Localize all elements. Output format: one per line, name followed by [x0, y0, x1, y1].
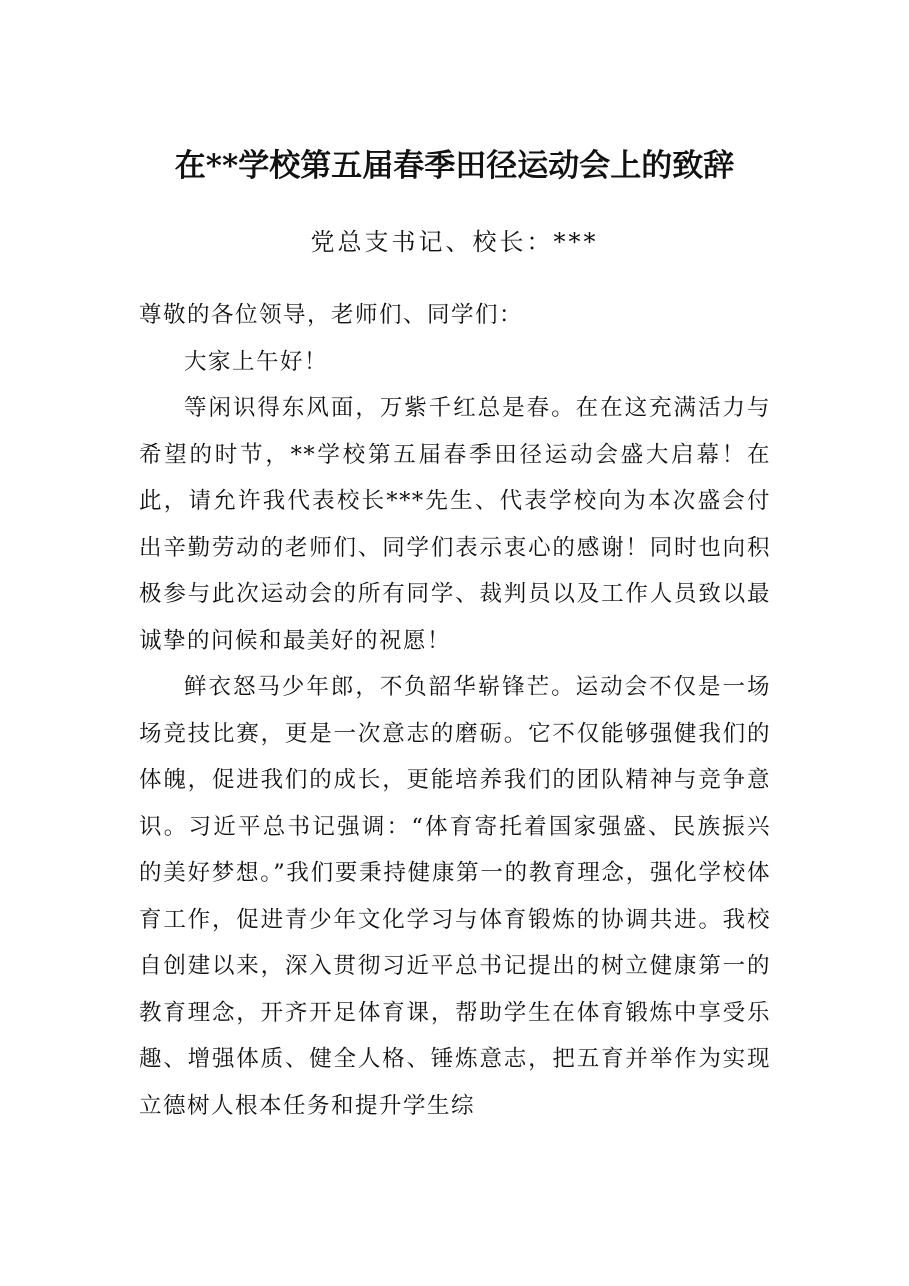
paragraph-greeting: 大家上午好！	[184, 348, 329, 375]
document-body	[139, 292, 771, 1129]
paragraph-opening: 等闲识得东风面，万紫千红总是春。在在这充满活力与希望的时节，**学校第五届春季田径运动会盛大启幕！在此，请允许我代表校长***先生、代表学校向为本次盛会付出辛勤劳动的老师们、同学们表示衷心的感谢！同时也向积极参与此次运动会的所有同学、裁判员以及工作人员致以最诚挚的问候和最美好的祝愿！	[139, 395, 771, 654]
salutation: 尊敬的各位领导，老师们、同学们：	[139, 302, 524, 328]
document-title: 在**学校第五届春季田径运动会上的致辞	[174, 148, 735, 184]
document-subtitle: 党总支书记、校长：***	[310, 228, 599, 256]
paragraph-significance: 鲜衣怒马少年郎，不负韶华崭锋芒。运动会不仅是一场场竞技比赛，更是一次意志的磨砺。它不仅能够强健我们的体魄，促进我们的成长，更能培养我们的团队精神与竞争意识。习近平总书记强调：“体育寄托着国家强盛、民族振兴的美好梦想。”我们要秉持健康第一的教育理念，强化学校体育工作，促进青少年文化学习与体育锻炼的协调共进。我校自创建以来，深入贯彻习近平总书记提出的树立健康第一的教育理念，开齐开足体育课，帮助学生在体育锻炼中享受乐趣、增强体质、健全人格、锤炼意志，把五育并举作为实现立德树人根本任务和提升学生综	[139, 674, 771, 1119]
